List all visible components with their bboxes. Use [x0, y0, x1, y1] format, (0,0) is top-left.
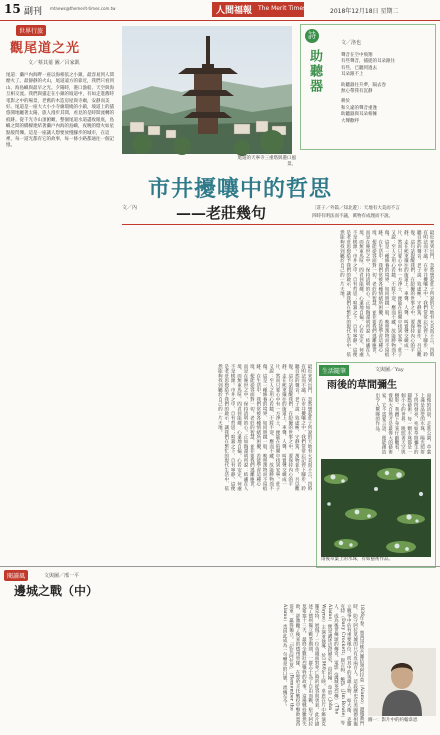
- feature1-tag: 世界行旅: [16, 25, 46, 36]
- poem-box: [300, 24, 436, 150]
- poem-line: 有些聲音，捕捉的耳朵跟住: [341, 59, 395, 65]
- headline-divider: [122, 224, 434, 225]
- feature1-caption: 尾道的天寧寺三重塔與港口風景。: [237, 156, 296, 168]
- pagoda-photo: [122, 26, 292, 154]
- quote-2: 四時有明法而不議，萬物有成理而不說。: [312, 214, 393, 219]
- main-headline: 市井擾嚷中的哲思: [148, 177, 333, 202]
- john-wayne-photo: [368, 648, 436, 716]
- feature3-title: 邊城之戰（中）: [14, 584, 99, 598]
- page-number: 15: [4, 2, 21, 16]
- main-article-body: 最近來到出門，忽然想起莊子所說的天地有大美而不言，四時有明法而不議。在市井擾嚷之中，我們常常忘記停下腳步，聆聽自然的聲音。老子說：致虛極，守靜篤，萬物並作，吾以觀復。這句話提醒我們，在紛擾的世事之中，要保持內心的平靜。走在熙來攘往的街道上，車聲、人聲、叫賣聲交織成一片，然而只要心中有一方淨土，便能在喧鬧中找到安寧。莊子又說：至人之用心若鏡，不將不迎，應而不藏，故能勝物而不傷。這是一種修養的境界，如同明鏡一般，映照萬物而不留痕跡。在生活中，我們常被各種情緒所困擾，若能學習這種心境，便能從容面對一切。老莊的智慧，並非要我們逃離塵世，而是在塵世之中，保持清明的心。正如陶淵明所說：結廬在人境，而無車馬喧，問君何能爾，心遠地自偏。心若安定，何處不是桃源。市井之中，自有哲思；喧囂之下，自有寧靜。這便是老莊思想給予我們的啟示，讓我們在繁忙的現代生活中，依然能夠找到屬於自己的一片天地。: [339, 230, 434, 357]
- poem-line: 耳朵跟不上: [341, 72, 364, 78]
- email-address[interactable]: mtnews@themerit-times.com.tw: [50, 6, 116, 11]
- poem-title: 助聽器: [307, 49, 322, 94]
- feature1-title: 觀尾道之光: [10, 41, 81, 56]
- feature2-caption: 雨後草葉上的水珠，有如藝術作品。: [321, 557, 393, 562]
- feature1-header: [6, 25, 118, 71]
- main-article-body-continued: 最近來到出門，忽然想起莊子所說的天地有大美而不言，四時有明法而不議。在市井擾嚷之中，我們常常忘記停下腳步，聆聽自然的聲音。老子說：致虛極，守靜篤，萬物並作，吾以觀復。這句話提醒我們，在紛擾的世事之中，要保持內心的平靜。走在熙來攘往的街道上，車聲、人聲、叫賣聲交織成一片，然而只要心中有一方淨土，便能在喧鬧中找到安寧。莊子又說：至人之用心若鏡，不將不迎，應而不藏，故能勝物而不傷。這是一種修養的境界，如同明鏡一般，映照萬物而不留痕跡。在生活中，我們常被各種情緒所困擾，若能學習這種心境，便能從容面對一切。老莊的智慧，並非要我們逃離塵世，而是在塵世之中，保持清明的心。正如陶淵明所說：結廬在人境，而無車馬喧，問君何能爾，心遠地自偏。心若安定，何處不是桃源。市井之中，自有哲思；喧囂之下，自有寧靜。這便是老莊思想給予我們的啟示，讓我們在繁忙的現代生活中，依然能夠找到屬於自己的一片天地。: [217, 364, 312, 491]
- sub-headline: ——老莊幾句: [176, 204, 267, 222]
- logo-chinese: 人間福報: [216, 6, 253, 16]
- feature2-tag: 生活隨筆: [319, 365, 349, 376]
- feature3-tag: 閱讀風: [4, 570, 28, 581]
- poem-lines: [341, 53, 431, 125]
- poem-tag: 詩: [305, 29, 319, 43]
- logo-english: The Merit Times: [258, 5, 307, 12]
- feature3-caption: 圖一：影片中的約翰韋恩: [368, 718, 418, 723]
- poem-line: 耕於: [341, 99, 350, 105]
- poem-byline: 文／洛也: [341, 40, 362, 46]
- main-byline: 文／內: [122, 205, 138, 211]
- feature2-title: 雨後的草間彌生: [327, 380, 397, 391]
- feature3-header: [4, 570, 114, 600]
- poem-line: 和久違的聲音重逢: [341, 105, 377, 111]
- feature1-body: 尾道：瀨戶內海畔一座以海相依之小鎮，最容易到人間煙火了。最靜靜的火山，尾道遠方的靠近，我們只看到山、海島嶼與最早之光。夕陽時，港口漁船、天空與海互相交流。我們與貓走在小鎮的坡道中，有如走進舊時電影之中的場景，老舊的木造房屋與寺廟，安靜而美好。尾道是一座大大小小寺廟環繞的小鎮，坡道上的貓悠閒地曬著太陽，旅人漫步其間，看見的是時間流轉的痕跡。從千光寺山頂俯瞰，整個尾道水道盡收眼底，島嶼之間的橋樑連結著瀨戶內海的島嶼，夜晚的燈火如星點般閃爍。這是一座讓人想要放慢腳步的城市，在這裡，每一道光都有它的故事，每一條小路都通往一個記憶。: [6, 73, 114, 149]
- feature2-body: 雨後的清晨，走進公園，草葉上滿是晶瑩的水珠，陽光照射下閃閃發亮，宛如草間彌生的圓點藝術。每一顆水珠都是一個小小的世界，映照著天空與樹影。我蹲下身來仔細觀看，發現大自然才是最偉大的藝術家，它不需要言語，便能創造出令人驚嘆的作品。: [374, 393, 431, 455]
- poem-line: 助聽器與耳朵相擁: [341, 112, 377, 118]
- issue-date: 2018年12月18日 星期二: [330, 8, 399, 15]
- poem-line: 助聽器往升夢，隔去卷: [341, 82, 386, 88]
- quote-1: 〔莊子／外篇／知北遊〕：天地有大美而不言: [312, 206, 400, 211]
- poem-line: 無心帶我有沉靜: [341, 89, 373, 95]
- feature1-byline: 文／蔡其蓁 圖／呂家凱: [28, 60, 80, 66]
- section-title: 副刊: [24, 7, 43, 17]
- feature3-body: 1836年春，墨西哥桃兵團佔領阿拉莫（Alamo）邊城教門時，防守阿拉莫城的只有近兩百人。這段歷史在美國德州獨立戰爭中佔有重要地位，而其中的英雄人物，如大衛．克羅克特（Davy Crockett）與吉姆．鮑伊（Jim Bowie）等人，成為後世傳頌的傳奇。電影《邊城英烈傳》（The Alamo）便是講述這段歷史，由約翰．韋恩（John Wayne）主演並執導，於1960年上映。韋恩在片中飾演克羅克特，展現了一位英雄面對死亡時的從容與勇氣。此片描述了德州獨立戰爭期間，一群志士為了自由而戰，堅守阿拉莫要塞十三天，最終全數壯烈犧牲的故事。這場戰役雖然失敗，卻激勵了後來的德州軍隊，在聖哈辛托戰役中擊敗墨西哥軍，贏得獨立。「記住阿拉莫」（Remember the Alamo）也因此成為一句響亮的口號，流傳至今。: [282, 604, 364, 727]
- feature3-byline: 文與圖／邢一平: [44, 573, 80, 579]
- droplets-photo: [321, 459, 431, 557]
- section-divider: [0, 566, 440, 567]
- poem-line: 有些，已聽到過去: [341, 65, 377, 71]
- poem-line: 聲音在空中飛翔: [341, 53, 373, 58]
- feature2-box: [316, 362, 436, 568]
- feature2-byline: 文與圖／Yay: [375, 367, 404, 373]
- poem-line: 大聲歡呼: [341, 118, 359, 124]
